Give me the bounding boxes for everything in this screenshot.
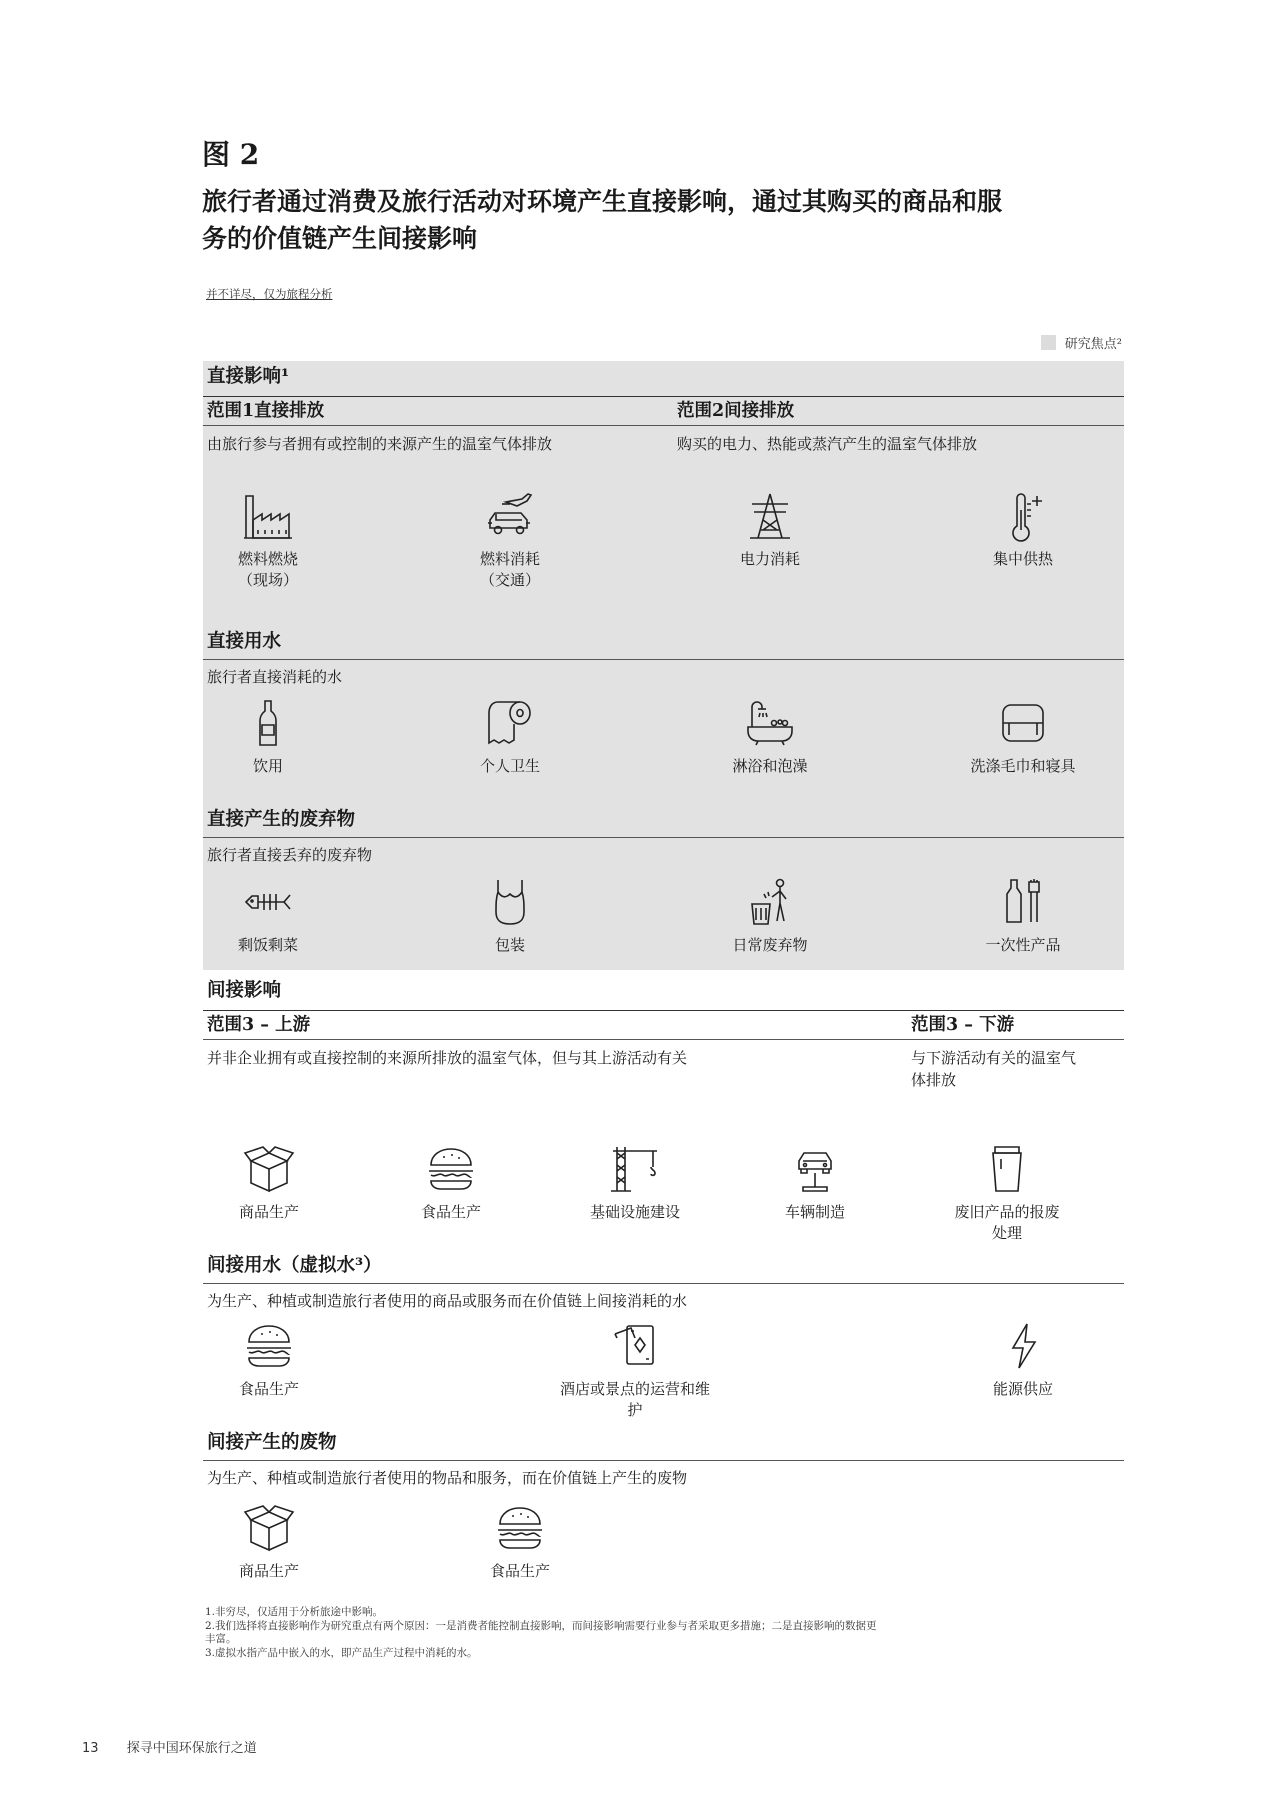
icon-caption: 剩饭剩菜 xyxy=(237,936,298,954)
indirect-water-desc: 为生产、种植或制造旅行者使用的商品或服务而在价值链上间接消耗的水 xyxy=(207,1292,688,1310)
footnote-3: 3.虚拟水指产品中嵌入的水，即产品生产过程中消耗的水。 xyxy=(205,1646,478,1659)
toiletries-icon xyxy=(997,876,1049,928)
scope3-down-title: 范围3 – 下游 xyxy=(911,1015,1015,1035)
indirect-scope-header xyxy=(203,1010,1124,1040)
icon-caption: 淋浴和泡澡 xyxy=(732,757,808,775)
icon-caption: 能源供应 xyxy=(992,1380,1053,1398)
icon-item xyxy=(948,876,1098,956)
transport-icon xyxy=(484,490,536,542)
direct-water-title: 直接用水 xyxy=(207,631,282,652)
icon-caption: 食品生产 xyxy=(238,1380,299,1398)
direct-impact-title: 直接影响¹ xyxy=(207,366,290,387)
report-title: 探寻中国环保旅行之道 xyxy=(126,1741,257,1756)
icon-caption: 燃料消耗 （交通） xyxy=(479,550,540,589)
footnotes xyxy=(205,1606,1095,1660)
icon-item xyxy=(193,490,343,591)
legend-swatch xyxy=(1041,335,1056,350)
footnote-2: 2.我们选择将直接影响作为研究重点有两个原因：一是消费者能控制直接影响，而间接影响需要行业参与者采取更多措施；二是直接影响的数据更 xyxy=(205,1619,877,1632)
icon-caption: 食品生产 xyxy=(420,1203,481,1221)
icon-caption: 食品生产 xyxy=(489,1562,550,1580)
indirect-water-section xyxy=(203,1253,1124,1312)
scope1-desc: 由旅行参与者拥有或控制的来源产生的温室气体排放 xyxy=(207,435,553,453)
icon-caption: 包装 xyxy=(494,936,525,954)
figure-title xyxy=(202,183,1132,257)
direct-scope-desc xyxy=(203,426,1124,455)
indirect-scope-desc xyxy=(203,1040,1124,1091)
icon-item xyxy=(948,697,1098,777)
indirect-waste-desc-row xyxy=(203,1460,1124,1489)
icon-item xyxy=(740,1143,890,1223)
icon-item xyxy=(193,876,343,956)
icon-item xyxy=(194,1143,344,1223)
figure-title-line2: 务的价值链产生间接影响 xyxy=(202,224,478,253)
scope3-up-desc: 并非企业拥有或直接控制的来源所排放的温室气体，但与其上游活动有关 xyxy=(207,1049,688,1067)
icon-item xyxy=(435,697,585,777)
direct-water-section xyxy=(203,629,1124,688)
icon-caption: 燃料燃烧 （现场） xyxy=(237,550,298,589)
direct-scope-header xyxy=(203,396,1124,426)
icon-item xyxy=(932,1143,1082,1244)
legend xyxy=(1041,333,1122,352)
icon-caption: 商品生产 xyxy=(238,1203,299,1221)
playing-cards-icon xyxy=(609,1320,661,1372)
direct-impact-section xyxy=(203,364,1124,455)
toilet-paper-icon xyxy=(484,697,536,749)
plastic-bag-icon xyxy=(484,876,536,928)
thermometer-icon xyxy=(997,490,1049,542)
scope-note: 并不详尽，仅为旅程分析 xyxy=(206,287,333,301)
direct-water-desc-row xyxy=(203,659,1124,688)
power-tower-icon xyxy=(744,490,796,542)
icon-item xyxy=(695,876,845,956)
bin-icon xyxy=(981,1143,1033,1195)
box-icon xyxy=(243,1502,295,1554)
page-number: 13 xyxy=(82,1741,99,1756)
scope3-up-title: 范围3 – 上游 xyxy=(207,1015,311,1035)
icon-caption: 商品生产 xyxy=(238,1562,299,1580)
figure-title-line1: 旅行者通过消费及旅行活动对环境产生直接影响，通过其购买的商品和服 xyxy=(202,187,1003,216)
icon-caption: 个人卫生 xyxy=(479,757,540,775)
icon-caption: 日常废弃物 xyxy=(732,936,808,954)
car-lift-icon xyxy=(789,1143,841,1195)
direct-waste-section xyxy=(203,807,1124,866)
icon-caption: 酒店或景点的运营和维护 xyxy=(560,1380,711,1419)
icon-caption: 废旧产品的报废 处理 xyxy=(954,1203,1060,1242)
box-icon xyxy=(243,1143,295,1195)
indirect-waste-title: 间接产生的废物 xyxy=(207,1432,337,1453)
burger-icon xyxy=(494,1502,546,1554)
icon-item xyxy=(194,1502,344,1582)
fish-bone-icon xyxy=(242,876,294,928)
icon-item xyxy=(376,1143,526,1223)
icon-caption: 基础设施建设 xyxy=(589,1203,680,1221)
direct-waste-desc: 旅行者直接丢弃的废弃物 xyxy=(207,846,373,864)
bottle-icon xyxy=(242,697,294,749)
icon-caption: 电力消耗 xyxy=(739,550,800,568)
icon-item xyxy=(445,1502,595,1582)
burger-icon xyxy=(243,1320,295,1372)
icon-item xyxy=(435,876,585,956)
towel-icon xyxy=(997,697,1049,749)
indirect-water-desc-row xyxy=(203,1283,1124,1312)
bathtub-icon xyxy=(744,697,796,749)
indirect-waste-desc: 为生产、种植或制造旅行者使用的物品和服务，而在价值链上产生的废物 xyxy=(207,1469,688,1487)
footnote-1: 1.非穷尽，仅适用于分析旅途中影响。 xyxy=(205,1606,384,1618)
icon-item xyxy=(560,1320,710,1421)
icon-item xyxy=(695,697,845,777)
legend-label: 研究焦点² xyxy=(1064,337,1122,352)
icon-caption: 一次性产品 xyxy=(985,936,1061,954)
indirect-impact-title: 间接影响 xyxy=(207,980,282,1001)
indirect-waste-section xyxy=(203,1430,1124,1489)
crane-icon xyxy=(609,1143,661,1195)
burger-icon xyxy=(425,1143,477,1195)
icon-item xyxy=(948,1320,1098,1400)
scope2-desc: 购买的电力、热能或蒸汽产生的温室气体排放 xyxy=(677,435,978,453)
icon-caption: 集中供热 xyxy=(992,550,1053,568)
scope1-title: 范围1直接排放 xyxy=(207,401,325,421)
indirect-water-title: 间接用水（虚拟水³） xyxy=(207,1255,382,1276)
icon-item xyxy=(948,490,1098,570)
icon-item xyxy=(194,1320,344,1400)
icon-item xyxy=(435,490,585,591)
factory-icon xyxy=(242,490,294,542)
lightning-icon xyxy=(997,1320,1049,1372)
direct-waste-title: 直接产生的废弃物 xyxy=(207,809,356,830)
trash-person-icon xyxy=(744,876,796,928)
icon-caption: 洗涤毛巾和寝具 xyxy=(970,757,1076,775)
direct-waste-desc-row xyxy=(203,837,1124,866)
figure-label: 图 2 xyxy=(202,138,260,171)
icon-caption: 车辆制造 xyxy=(784,1203,845,1221)
icon-item xyxy=(193,697,343,777)
scope2-title: 范围2间接排放 xyxy=(677,401,795,421)
indirect-impact-section xyxy=(203,978,1124,1091)
icon-caption: 饮用 xyxy=(252,757,283,775)
icon-item xyxy=(560,1143,710,1223)
page-footer xyxy=(82,1737,257,1756)
scope3-down-desc: 与下游活动有关的温室气 体排放 xyxy=(911,1049,1077,1089)
direct-water-desc: 旅行者直接消耗的水 xyxy=(207,668,343,686)
footnote-2-cont: 丰富。 xyxy=(205,1633,237,1645)
icon-item xyxy=(695,490,845,570)
